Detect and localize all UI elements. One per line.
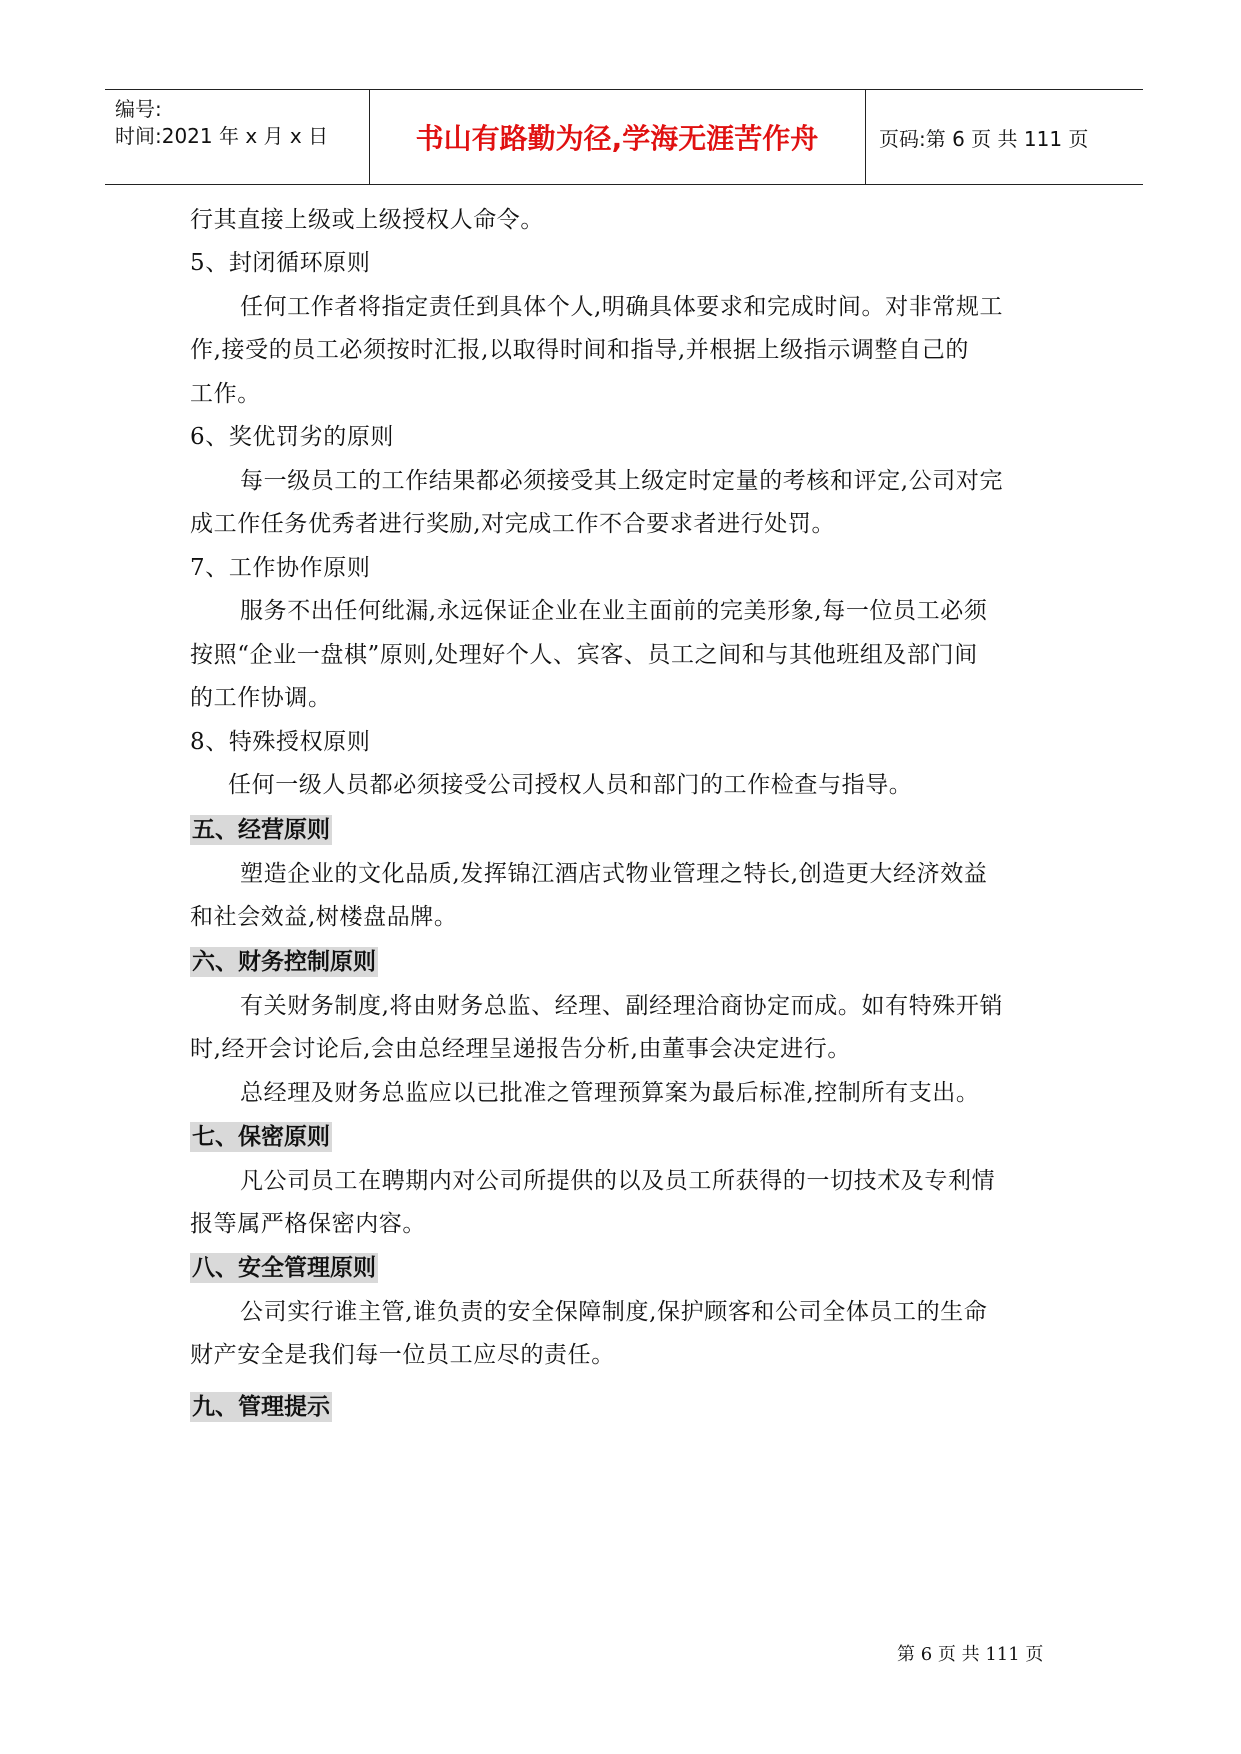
paragraph-line: 按照“企业一盘棋”原则,处理好个人、宾客、员工之间和与其他班组及部门间 [190, 642, 978, 668]
paragraph-line: 成工作任务优秀者进行奖励,对完成工作不合要求者进行处罚。 [190, 511, 836, 537]
header-page-info: 页码:第 6 页 共 111 页 [879, 126, 1089, 151]
subsection-heading: 7、工作协作原则 [190, 555, 371, 581]
paragraph-line: 有关财务制度,将由财务总监、经理、副经理洽商协定而成。如有特殊开销 [240, 993, 1004, 1019]
page-header [105, 89, 1143, 185]
document-number-label: 编号: [115, 97, 162, 121]
section-heading-safety: 八、安全管理原则 [192, 1255, 376, 1281]
header-meta-cell [105, 90, 370, 184]
paragraph-line: 时,经开会讨论后,会由总经理呈递报告分析,由董事会决定进行。 [190, 1036, 851, 1062]
paragraph-line: 每一级员工的工作结果都必须接受其上级定时定量的考核和评定,公司对完 [240, 468, 1004, 494]
subsection-heading: 8、特殊授权原则 [190, 729, 371, 755]
paragraph-line: 总经理及财务总监应以已批准之管理预算案为最后标准,控制所有支出。 [240, 1080, 980, 1106]
section-heading-operations: 五、经营原则 [192, 817, 330, 843]
paragraph-line: 作,接受的员工必须按时汇报,以取得时间和指导,并根据上级指示调整自己的 [190, 337, 969, 363]
paragraph-line: 报等属严格保密内容。 [190, 1211, 426, 1237]
document-time-label: 时间:2021 年 x 月 x 日 [115, 124, 329, 148]
paragraph-line: 任何一级人员都必须接受公司授权人员和部门的工作检查与指导。 [228, 772, 913, 798]
page-footer-number: 第 6 页 共 111 页 [897, 1644, 1044, 1665]
section-heading-management-tips: 九、管理提示 [192, 1394, 330, 1420]
header-slogan: 书山有路勤为径,学海无涯苦作舟 [369, 90, 866, 184]
paragraph-line: 和社会效益,树楼盘品牌。 [190, 904, 458, 930]
paragraph-line: 凡公司员工在聘期内对公司所提供的以及员工所获得的一切技术及专利情 [240, 1168, 996, 1194]
paragraph-line: 任何工作者将指定责任到具体个人,明确具体要求和完成时间。对非常规工 [240, 294, 1004, 320]
subsection-heading: 6、奖优罚劣的原则 [190, 424, 395, 450]
paragraph-line: 工作。 [190, 381, 261, 407]
subsection-heading: 5、封闭循环原则 [190, 250, 371, 276]
paragraph-line: 财产安全是我们每一位员工应尽的责任。 [190, 1342, 615, 1368]
section-heading-finance: 六、财务控制原则 [192, 949, 376, 975]
paragraph-line: 公司实行谁主管,谁负责的安全保障制度,保护顾客和公司全体员工的生命 [240, 1299, 988, 1325]
paragraph-line: 塑造企业的文化品质,发挥锦江酒店式物业管理之特长,创造更大经济效益 [240, 861, 988, 887]
paragraph-line: 行其直接上级或上级授权人命令。 [190, 207, 544, 233]
paragraph-line: 的工作协调。 [190, 685, 332, 711]
paragraph-line: 服务不出任何纰漏,永远保证企业在业主面前的完美形象,每一位员工必须 [240, 598, 988, 624]
section-heading-confidentiality: 七、保密原则 [192, 1124, 330, 1150]
